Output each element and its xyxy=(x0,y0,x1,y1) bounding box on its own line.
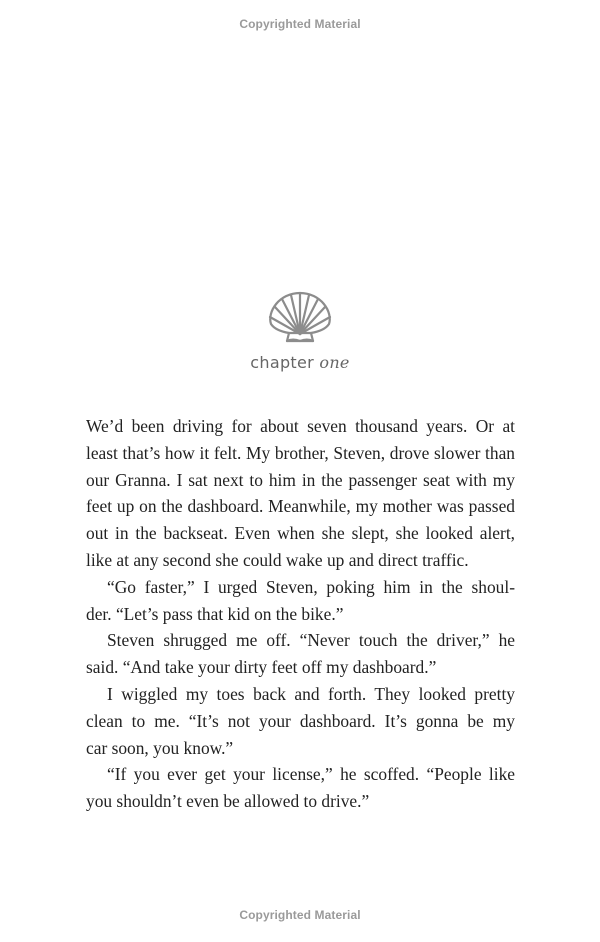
body-text xyxy=(86,413,515,815)
text-line: We’d been driving for about seven thousand years. Or at xyxy=(86,416,515,436)
text-line: Steven shrugged me off. “Never touch the driver,” he xyxy=(107,630,515,651)
text-line: der. “Let’s pass that kid on the bike.” xyxy=(86,603,344,624)
text-line: “If you ever get your license,” he scoffed. “People like xyxy=(107,764,515,785)
chapter-title xyxy=(0,353,600,372)
text-line: said. “And take your dirty feet off my dashboard.” xyxy=(86,657,437,678)
text-line: out in the backseat. Even when she slept, she looked alert, xyxy=(86,523,515,544)
text-line: least that’s how it felt. My brother, Steven, drove slower than xyxy=(86,442,515,463)
chapter-label: chapter xyxy=(250,353,314,372)
copyright-watermark-bottom: Copyrighted Material xyxy=(239,908,361,922)
text-line: feet up on the dashboard. Meanwhile, my mother was passed xyxy=(86,496,515,517)
text-line: like at any second she could wake up and direct traffic. xyxy=(86,549,469,570)
copyright-watermark-top: Copyrighted Material xyxy=(239,17,361,31)
text-line: “Go faster,” I urged Steven, poking him in the shoul- xyxy=(107,576,515,597)
seashell-icon xyxy=(265,290,335,346)
text-line: clean to me. “It’s not your dashboard. It’s gonna be my xyxy=(86,710,515,731)
text-line: I wiggled my toes back and forth. They looked pretty xyxy=(107,683,515,704)
text-line: car soon, you know.” xyxy=(86,737,234,758)
chapter-number-word: one xyxy=(319,353,350,372)
text-line: you shouldn’t even be allowed to drive.” xyxy=(86,791,370,812)
text-line: our Granna. I sat next to him in the passenger seat with my xyxy=(86,469,515,490)
